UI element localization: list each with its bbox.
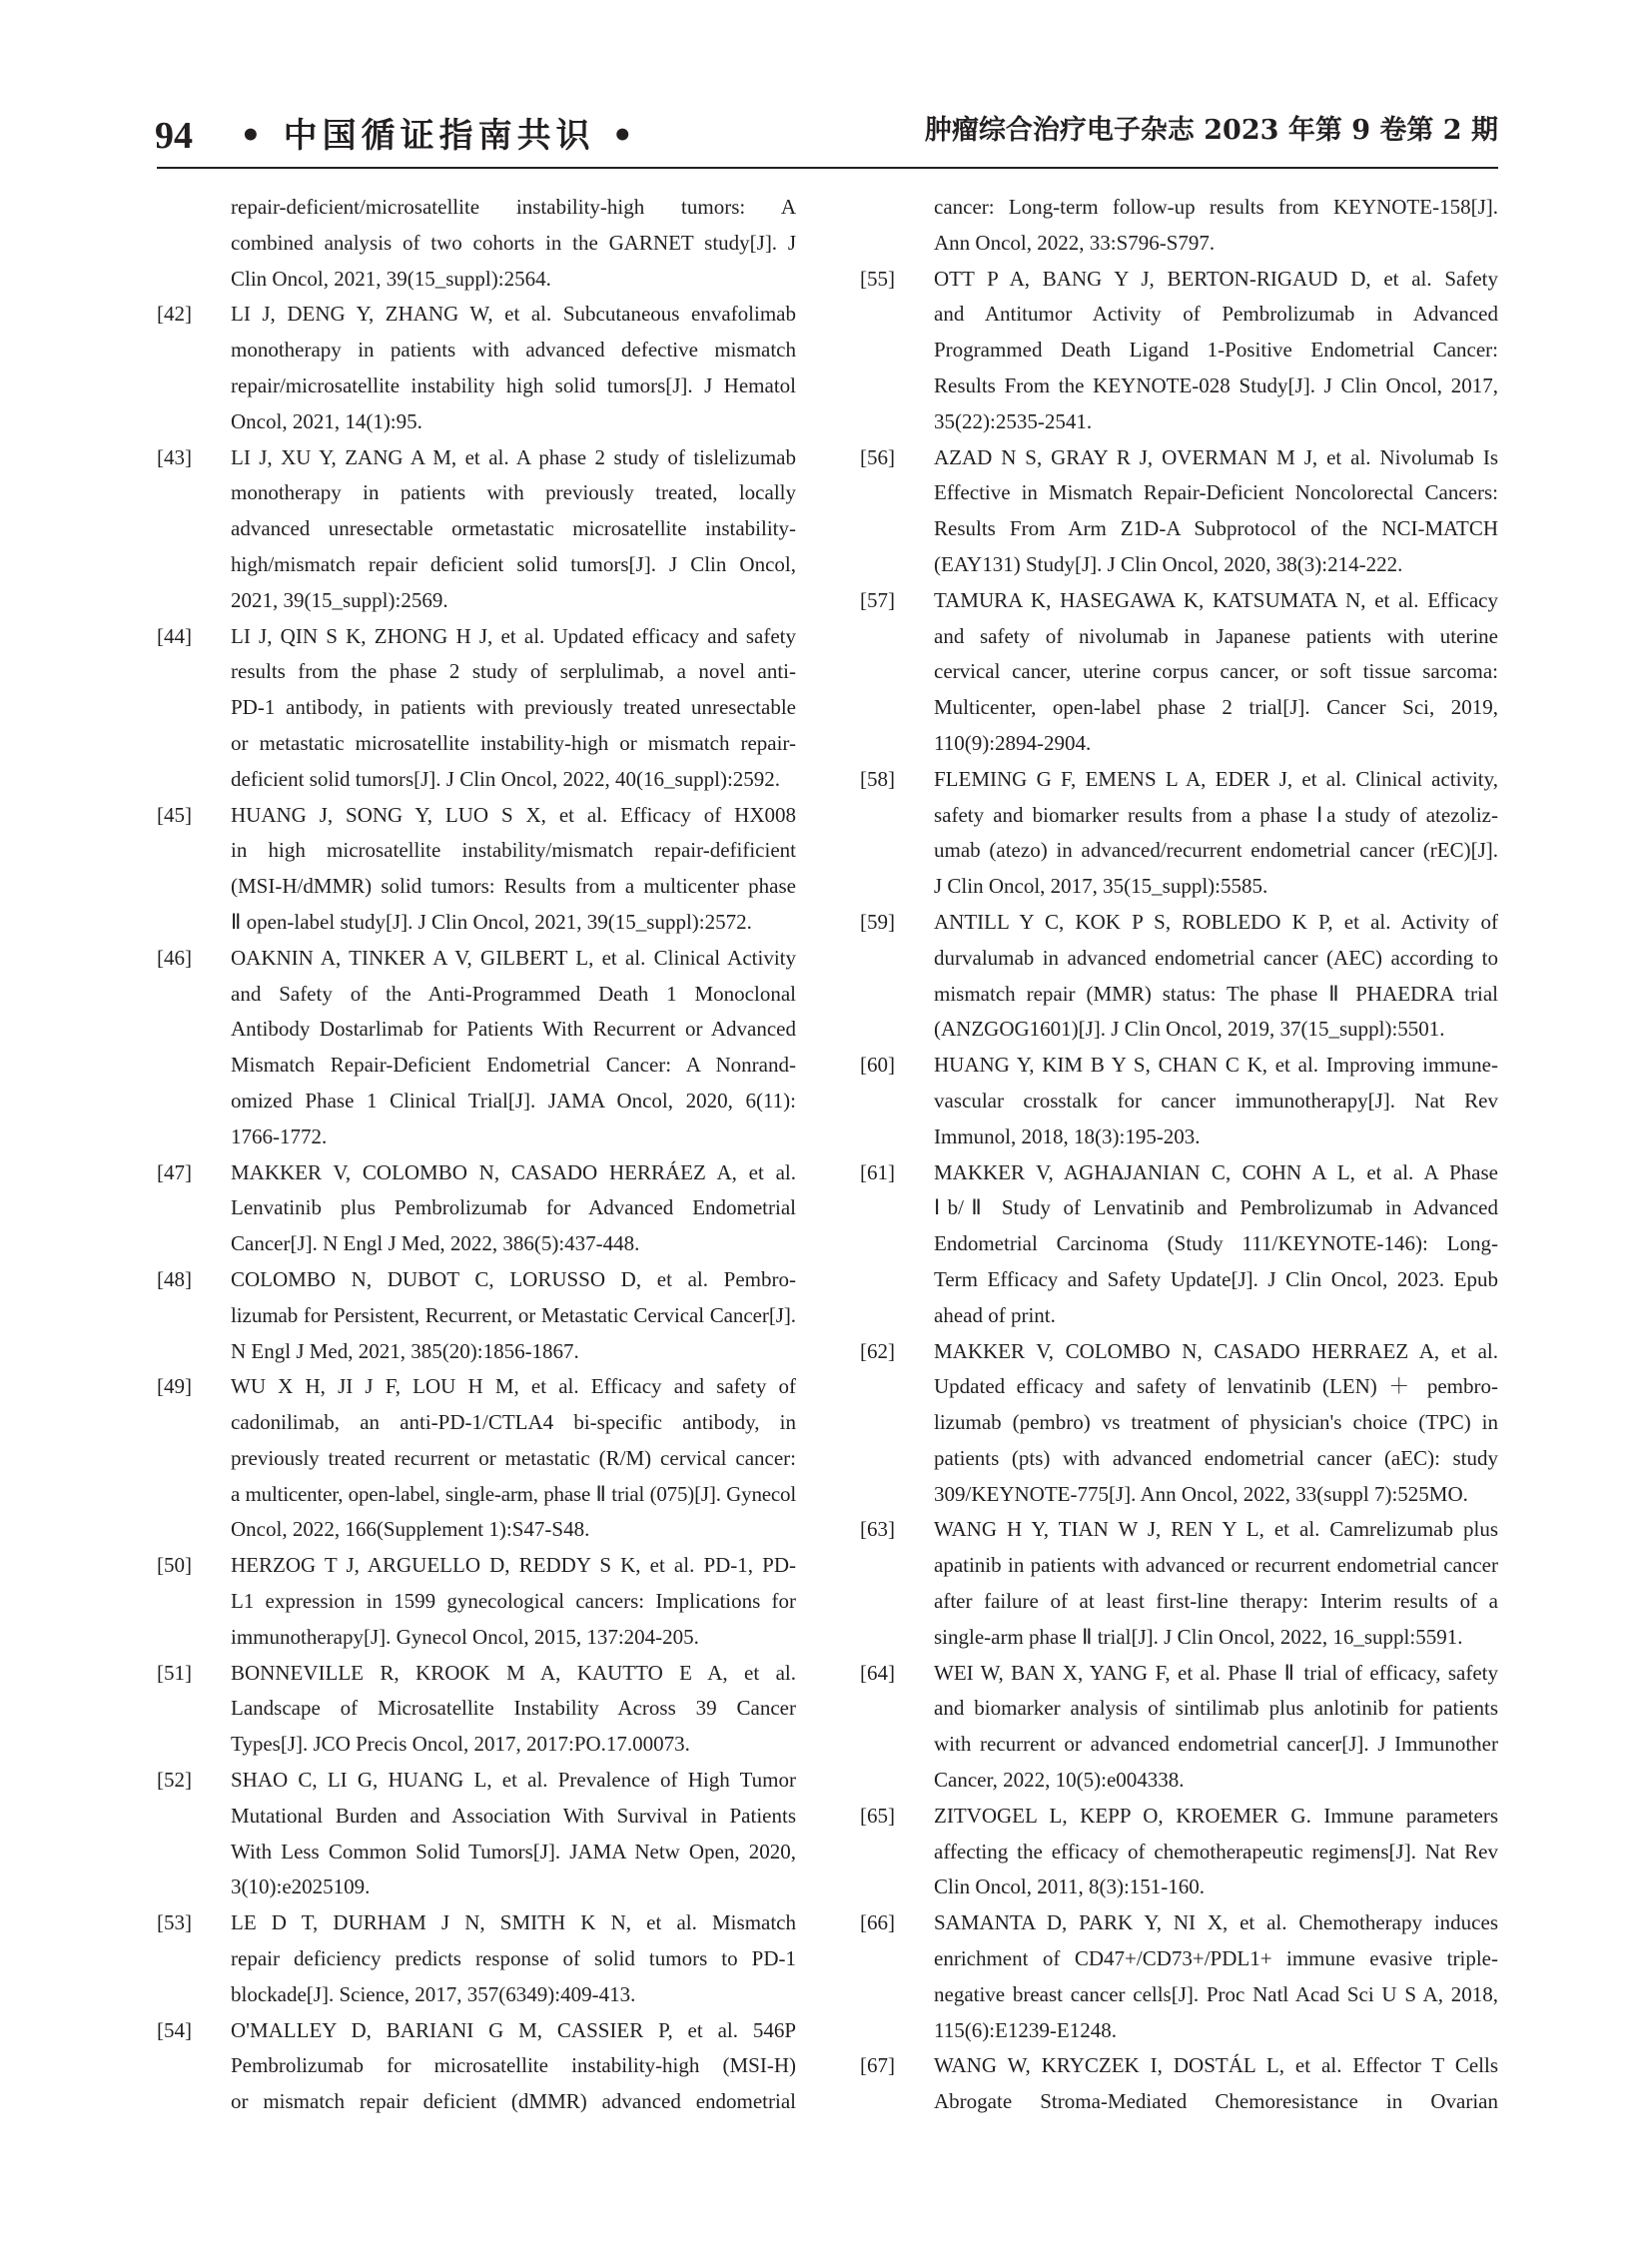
reference-line: results from the phase 2 study of serplulimab, a novel anti- bbox=[231, 659, 796, 684]
page-number: 94 bbox=[155, 115, 193, 157]
reference-line: mismatch repair (MMR) status: The phase Ⅱ PHAEDRA trial bbox=[934, 981, 1498, 1006]
reference-line: ahead of print. bbox=[934, 1302, 1056, 1327]
reference-text bbox=[934, 262, 1498, 440]
reference-line: (EAY131) Study[J]. J Clin Oncol, 2020, 38(3):214-222. bbox=[934, 551, 1403, 576]
reference-line: deficient solid tumors[J]. J Clin Oncol, 2022, 40(16_suppl):2592. bbox=[231, 766, 781, 791]
reference-number: [49] bbox=[157, 1374, 192, 1399]
reference-text bbox=[934, 762, 1498, 905]
reference-item bbox=[860, 2048, 1498, 2120]
reference-line: Immunol, 2018, 18(3):195-203. bbox=[934, 1123, 1201, 1148]
reference-number: [54] bbox=[157, 2017, 192, 2042]
reference-item bbox=[157, 1656, 796, 1763]
reference-line: monotherapy in patients with advanced defective mismatch bbox=[231, 338, 796, 363]
reference-line: Results From the KEYNOTE-028 Study[J]. J Clin Oncol, 2017, bbox=[934, 373, 1498, 397]
reference-column bbox=[860, 190, 1498, 2120]
reference-number: [60] bbox=[860, 1053, 895, 1078]
reference-line: Clin Oncol, 2021, 39(15_suppl):2564. bbox=[231, 266, 551, 291]
reference-item bbox=[157, 2013, 796, 2120]
reference-line: Ⅰb/Ⅱ Study of Lenvatinib and Pembrolizumab in Advanced bbox=[934, 1195, 1498, 1220]
reference-text bbox=[934, 1334, 1498, 1513]
reference-text bbox=[231, 1262, 796, 1369]
journal-title: 肿瘤综合治疗电子杂志 2023 年第 9 卷第 2 期 bbox=[924, 115, 1498, 146]
reference-item bbox=[157, 1905, 796, 2012]
reference-line: Lenvatinib plus Pembrolizumab for Advanced Endometrial bbox=[231, 1195, 796, 1220]
reference-item bbox=[157, 1155, 796, 1262]
reference-continuation bbox=[157, 190, 796, 297]
reference-line: HUANG Y, KIM B Y S, CHAN C K, et al. Improving immune- bbox=[934, 1053, 1498, 1078]
reference-line: HERZOG T J, ARGUELLO D, REDDY S K, et al. PD-1, PD- bbox=[231, 1553, 796, 1578]
reference-line: a multicenter, open-label, single-arm, phase Ⅱ trial (075)[J]. Gynecol bbox=[231, 1481, 796, 1506]
reference-item bbox=[860, 905, 1498, 1048]
reference-line: WEI W, BAN X, YANG F, et al. Phase Ⅱ trial of efficacy, safety bbox=[934, 1660, 1498, 1685]
reference-line: L1 expression in 1599 gynecological cancers: Implications for bbox=[231, 1589, 796, 1614]
reference-line: COLOMBO N, DUBOT C, LORUSSO D, et al. Pembro- bbox=[231, 1266, 796, 1291]
reference-text bbox=[231, 941, 796, 1155]
reference-text bbox=[231, 619, 796, 798]
reference-line: Clin Oncol, 2011, 8(3):151-160. bbox=[934, 1874, 1206, 1899]
reference-line: in high microsatellite instability/mismatch repair-defificient bbox=[231, 838, 796, 863]
reference-number: [66] bbox=[860, 1910, 895, 1935]
reference-line: immunotherapy[J]. Gynecol Oncol, 2015, 137:204-205. bbox=[231, 1624, 699, 1649]
reference-line: patients (pts) with advanced endometrial cancer (aEC): study bbox=[934, 1445, 1498, 1470]
reference-line: repair deficiency predicts response of solid tumors to PD-1 bbox=[231, 1946, 796, 1971]
reference-line: Multicenter, open-label phase 2 trial[J]. Cancer Sci, 2019, bbox=[934, 695, 1498, 720]
reference-line: Antibody Dostarlimab for Patients With Recurrent or Advanced bbox=[231, 1017, 796, 1042]
reference-line: 2021, 39(15_suppl):2569. bbox=[231, 587, 448, 612]
reference-number: [51] bbox=[157, 1660, 192, 1685]
reference-line: single-arm phase Ⅱ trial[J]. J Clin Oncol, 2022, 16_suppl:5591. bbox=[934, 1624, 1463, 1649]
reference-line: and biomarker analysis of sintilimab plus anlotinib for patients bbox=[934, 1696, 1498, 1721]
reference-continuation bbox=[860, 190, 1498, 262]
reference-line: cervical cancer, uterine corpus cancer, or soft tissue sarcoma: bbox=[934, 659, 1498, 684]
reference-number: [59] bbox=[860, 909, 895, 934]
reference-item bbox=[157, 440, 796, 619]
reference-line: OTT P A, BANG Y J, BERTON-RIGAUD D, et al. Safety bbox=[934, 266, 1498, 291]
reference-line: combined analysis of two cohorts in the GARNET study[J]. J bbox=[231, 230, 796, 255]
reference-column bbox=[157, 190, 796, 2120]
reference-line: cancer: Long-term follow-up results from KEYNOTE-158[J]. bbox=[934, 195, 1498, 219]
reference-item bbox=[157, 619, 796, 798]
reference-line: LI J, XU Y, ZANG A M, et al. A phase 2 study of tislelizumab bbox=[231, 444, 796, 469]
reference-item bbox=[157, 1548, 796, 1655]
reference-line: or metastatic microsatellite instability-high or mismatch repair- bbox=[231, 730, 796, 755]
reference-text bbox=[231, 190, 796, 297]
reference-number: [63] bbox=[860, 1517, 895, 1542]
reference-line: with recurrent or advanced endometrial cancer[J]. J Immunother bbox=[934, 1732, 1498, 1757]
reference-text bbox=[231, 1905, 796, 2012]
reference-number: [43] bbox=[157, 444, 192, 469]
reference-line: ANTILL Y C, KOK P S, ROBLEDO K P, et al. Activity of bbox=[934, 909, 1498, 934]
reference-line: MAKKER V, AGHAJANIAN C, COHN A L, et al. A Phase bbox=[934, 1159, 1498, 1184]
reference-number: [61] bbox=[860, 1159, 895, 1184]
reference-item bbox=[860, 1334, 1498, 1513]
reference-line: TAMURA K, HASEGAWA K, KATSUMATA N, et al. Efficacy bbox=[934, 587, 1498, 612]
reference-number: [47] bbox=[157, 1159, 192, 1184]
reference-item bbox=[860, 1048, 1498, 1154]
reference-line: LE D T, DURHAM J N, SMITH K N, et al. Mismatch bbox=[231, 1910, 796, 1935]
reference-number: [55] bbox=[860, 266, 895, 291]
reference-line: lizumab for Persistent, Recurrent, or Metastatic Cervical Cancer[J]. bbox=[231, 1302, 796, 1327]
reference-line: 309/KEYNOTE-775[J]. Ann Oncol, 2022, 33(suppl 7):525MO. bbox=[934, 1481, 1468, 1506]
reference-line: Ann Oncol, 2022, 33:S796-S797. bbox=[934, 230, 1216, 255]
reference-text bbox=[231, 297, 796, 439]
reference-text bbox=[934, 440, 1498, 583]
reference-item bbox=[860, 440, 1498, 583]
reference-text bbox=[934, 1905, 1498, 2048]
reference-line: Updated efficacy and safety of lenvatinib (LEN) ＋ pembro- bbox=[934, 1374, 1498, 1399]
reference-number: [52] bbox=[157, 1768, 192, 1793]
reference-line: SAMANTA D, PARK Y, NI X, et al. Chemotherapy induces bbox=[934, 1910, 1498, 1935]
reference-line: 110(9):2894-2904. bbox=[934, 730, 1092, 755]
reference-item bbox=[860, 1155, 1498, 1334]
reference-item bbox=[860, 1656, 1498, 1799]
reference-line: LI J, DENG Y, ZHANG W, et al. Subcutaneous envafolimab bbox=[231, 302, 796, 327]
reference-text bbox=[934, 1799, 1498, 1905]
reference-number: [57] bbox=[860, 587, 895, 612]
reference-line: enrichment of CD47+/CD73+/PDL1+ immune evasive triple- bbox=[934, 1946, 1498, 1971]
reference-line: (MSI-H/dMMR) solid tumors: Results from a multicenter phase bbox=[231, 874, 796, 899]
reference-line: Oncol, 2022, 166(Supplement 1):S47-S48. bbox=[231, 1517, 590, 1542]
reference-line: ZITVOGEL L, KEPP O, KROEMER G. Immune parameters bbox=[934, 1803, 1498, 1828]
reference-number: [62] bbox=[860, 1338, 895, 1363]
reference-line: durvalumab in advanced endometrial cancer (AEC) according to bbox=[934, 945, 1498, 970]
reference-line: high/mismatch repair deficient solid tumors[J]. J Clin Oncol, bbox=[231, 551, 796, 576]
reference-line: cadonilimab, an anti-PD-1/CTLA4 bi-specific antibody, in bbox=[231, 1410, 796, 1435]
reference-text bbox=[934, 1155, 1498, 1334]
reference-text bbox=[934, 905, 1498, 1048]
reference-text bbox=[934, 190, 1498, 262]
reference-text bbox=[934, 583, 1498, 762]
reference-number: [42] bbox=[157, 302, 192, 327]
reference-line: WU X H, JI J F, LOU H M, et al. Efficacy and safety of bbox=[231, 1374, 796, 1399]
reference-line: Results From Arm Z1D-A Subprotocol of the NCI-MATCH bbox=[934, 516, 1498, 541]
reference-line: monotherapy in patients with previously treated, locally bbox=[231, 480, 796, 505]
reference-line: AZAD N S, GRAY R J, OVERMAN M J, et al. Nivolumab Is bbox=[934, 444, 1498, 469]
reference-line: Effective in Mismatch Repair-Deficient Noncolorectal Cancers: bbox=[934, 480, 1498, 505]
reference-number: [56] bbox=[860, 444, 895, 469]
reference-text bbox=[231, 798, 796, 941]
reference-line: umab (atezo) in advanced/recurrent endometrial cancer (rEC)[J]. bbox=[934, 838, 1498, 863]
reference-line: repair-deficient/microsatellite instability-high tumors: A bbox=[231, 195, 796, 219]
reference-line: MAKKER V, COLOMBO N, CASADO HERRÁEZ A, et al. bbox=[231, 1159, 796, 1184]
reference-line: J Clin Oncol, 2017, 35(15_suppl):5585. bbox=[934, 874, 1268, 899]
reference-line: O'MALLEY D, BARIANI G M, CASSIER P, et al. 546P bbox=[231, 2017, 796, 2042]
reference-text bbox=[231, 1369, 796, 1548]
reference-line: 1766-1772. bbox=[231, 1123, 328, 1148]
reference-line: HUANG J, SONG Y, LUO S X, et al. Efficacy of HX008 bbox=[231, 802, 796, 827]
reference-line: SHAO C, LI G, HUANG L, et al. Prevalence of High Tumor bbox=[231, 1768, 796, 1793]
reference-line: Mismatch Repair-Deficient Endometrial Cancer: A Nonrand- bbox=[231, 1053, 796, 1078]
reference-item bbox=[860, 1512, 1498, 1655]
reference-text bbox=[934, 1048, 1498, 1154]
reference-line: FLEMING G F, EMENS L A, EDER J, et al. Clinical activity, bbox=[934, 766, 1498, 791]
reference-line: Endometrial Carcinoma (Study 111/KEYNOTE-146): Long- bbox=[934, 1231, 1498, 1256]
reference-line: 115(6):E1239-E1248. bbox=[934, 2017, 1117, 2042]
reference-number: [44] bbox=[157, 623, 192, 648]
reference-item bbox=[860, 1799, 1498, 1905]
reference-line: WANG W, KRYCZEK I, DOSTÁL L, et al. Effector T Cells bbox=[934, 2053, 1498, 2078]
reference-line: BONNEVILLE R, KROOK M A, KAUTTO E A, et al. bbox=[231, 1660, 796, 1685]
reference-line: safety and biomarker results from a phase Ⅰa study of atezoliz- bbox=[934, 802, 1498, 827]
reference-line: MAKKER V, COLOMBO N, CASADO HERRAEZ A, et al. bbox=[934, 1338, 1498, 1363]
reference-line: blockade[J]. Science, 2017, 357(6349):409-413. bbox=[231, 1981, 636, 2006]
reference-text bbox=[934, 1512, 1498, 1655]
reference-item bbox=[157, 1763, 796, 1905]
reference-line: after failure of at least first-line therapy: Interim results of a bbox=[934, 1589, 1498, 1614]
reference-line: negative breast cancer cells[J]. Proc Natl Acad Sci U S A, 2018, bbox=[934, 1981, 1498, 2006]
reference-item bbox=[157, 941, 796, 1155]
reference-line: Mutational Burden and Association With Survival in Patients bbox=[231, 1803, 796, 1828]
reference-line: lizumab (pembro) vs treatment of physician's choice (TPC) in bbox=[934, 1410, 1498, 1435]
reference-line: Types[J]. JCO Precis Oncol, 2017, 2017:PO.17.00073. bbox=[231, 1732, 690, 1757]
reference-text bbox=[231, 1548, 796, 1655]
reference-text bbox=[231, 440, 796, 619]
reference-line: and Antitumor Activity of Pembrolizumab in Advanced bbox=[934, 302, 1498, 327]
reference-number: [58] bbox=[860, 766, 895, 791]
reference-line: OAKNIN A, TINKER A V, GILBERT L, et al. Clinical Activity bbox=[231, 945, 796, 970]
reference-text bbox=[231, 1656, 796, 1763]
reference-item bbox=[157, 1369, 796, 1548]
reference-number: [46] bbox=[157, 945, 192, 970]
reference-line: vascular crosstalk for cancer immunotherapy[J]. Nat Rev bbox=[934, 1088, 1498, 1113]
reference-number: [53] bbox=[157, 1910, 192, 1935]
reference-number: [64] bbox=[860, 1660, 895, 1685]
reference-line: affecting the efficacy of chemotherapeutic regimens[J]. Nat Rev bbox=[934, 1839, 1498, 1864]
section-title: • 中国循证指南共识 • bbox=[240, 116, 639, 156]
reference-line: apatinib in patients with advanced or recurrent endometrial cancer bbox=[934, 1553, 1498, 1578]
header-rule bbox=[157, 167, 1498, 169]
reference-number: [48] bbox=[157, 1266, 192, 1291]
reference-line: advanced unresectable ormetastatic microsatellite instability- bbox=[231, 516, 796, 541]
reference-number: [67] bbox=[860, 2053, 895, 2078]
reference-line: previously treated recurrent or metastatic (R/M) cervical cancer: bbox=[231, 1445, 796, 1470]
reference-text bbox=[934, 2048, 1498, 2120]
reference-line: Term Efficacy and Safety Update[J]. J Clin Oncol, 2023. Epub bbox=[934, 1266, 1498, 1291]
reference-line: (ANZGOG1601)[J]. J Clin Oncol, 2019, 37(15_suppl):5501. bbox=[934, 1017, 1445, 1042]
reference-number: [45] bbox=[157, 802, 192, 827]
reference-item bbox=[157, 1262, 796, 1369]
reference-line: repair/microsatellite instability high solid tumors[J]. J Hematol bbox=[231, 373, 796, 397]
reference-line: LI J, QIN S K, ZHONG H J, et al. Updated efficacy and safety bbox=[231, 623, 796, 648]
reference-line: and safety of nivolumab in Japanese patients with uterine bbox=[934, 623, 1498, 648]
reference-item bbox=[860, 762, 1498, 905]
reference-line: Ⅱ open-label study[J]. J Clin Oncol, 2021, 39(15_suppl):2572. bbox=[231, 909, 752, 934]
reference-line: Abrogate Stroma-Mediated Chemoresistance in Ovarian bbox=[934, 2089, 1498, 2114]
reference-line: Cancer, 2022, 10(5):e004338. bbox=[934, 1768, 1185, 1793]
reference-line: 35(22):2535-2541. bbox=[934, 408, 1093, 433]
reference-line: and Safety of the Anti-Programmed Death 1 Monoclonal bbox=[231, 981, 796, 1006]
reference-line: omized Phase 1 Clinical Trial[J]. JAMA Oncol, 2020, 6(11): bbox=[231, 1088, 796, 1113]
reference-line: Pembrolizumab for microsatellite instability-high (MSI-H) bbox=[231, 2053, 796, 2078]
reference-line: or mismatch repair deficient (dMMR) advanced endometrial bbox=[231, 2089, 796, 2114]
reference-number: [65] bbox=[860, 1803, 895, 1828]
reference-text bbox=[934, 1656, 1498, 1799]
reference-line: Landscape of Microsatellite Instability Across 39 Cancer bbox=[231, 1696, 796, 1721]
reference-line: 3(10):e2025109. bbox=[231, 1874, 371, 1899]
reference-text bbox=[231, 2013, 796, 2120]
reference-line: With Less Common Solid Tumors[J]. JAMA Netw Open, 2020, bbox=[231, 1839, 796, 1864]
reference-line: Oncol, 2021, 14(1):95. bbox=[231, 408, 422, 433]
reference-line: N Engl J Med, 2021, 385(20):1856-1867. bbox=[231, 1338, 579, 1363]
reference-line: Cancer[J]. N Engl J Med, 2022, 386(5):437-448. bbox=[231, 1231, 640, 1256]
reference-line: WANG H Y, TIAN W J, REN Y L, et al. Camrelizumab plus bbox=[934, 1517, 1498, 1542]
reference-text bbox=[231, 1155, 796, 1262]
reference-item bbox=[860, 1905, 1498, 2048]
reference-item bbox=[157, 798, 796, 941]
reference-item bbox=[860, 262, 1498, 440]
reference-line: Programmed Death Ligand 1-Positive Endometrial Cancer: bbox=[934, 338, 1498, 363]
reference-item bbox=[157, 297, 796, 439]
reference-item bbox=[860, 583, 1498, 762]
reference-number: [50] bbox=[157, 1553, 192, 1578]
reference-line: PD-1 antibody, in patients with previously treated unresectable bbox=[231, 695, 796, 720]
reference-text bbox=[231, 1763, 796, 1905]
